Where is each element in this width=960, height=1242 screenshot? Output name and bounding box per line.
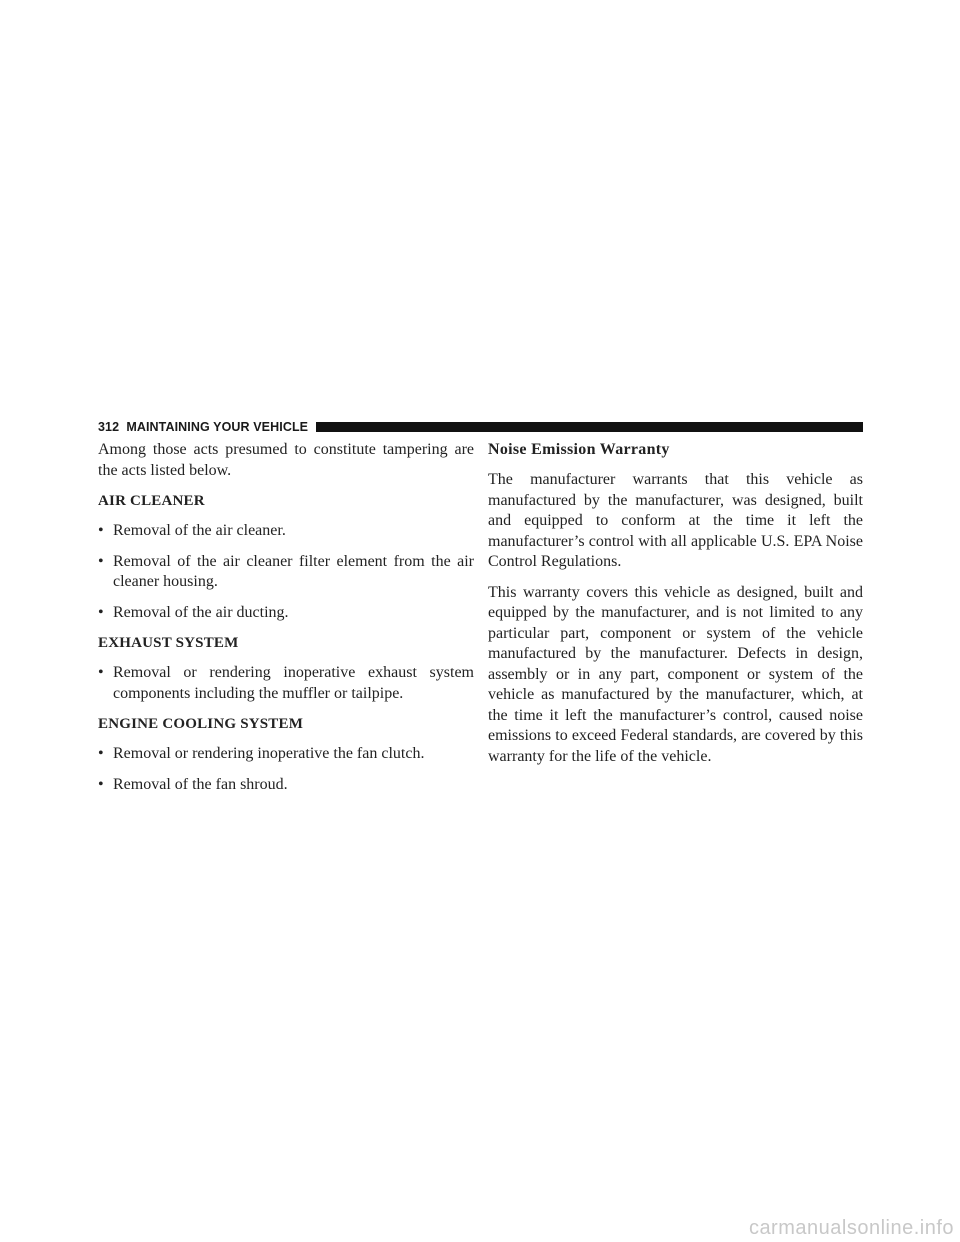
intro-paragraph: Among those acts presumed to constitute tampering are the acts listed below. <box>98 441 474 479</box>
list-item-text: Removal or rendering inoperative exhaust system components including the muffler or tailpipe. <box>113 664 474 702</box>
list-item <box>98 603 474 624</box>
list-item <box>98 552 474 593</box>
list-item-text: Removal of the air ducting. <box>113 603 289 621</box>
section-heading-air-cleaner: AIR CLEANER <box>98 493 205 509</box>
left-column <box>98 440 474 805</box>
bullet-glyph: • <box>98 664 104 681</box>
list-item <box>98 775 474 796</box>
list-item <box>98 663 474 704</box>
warranty-coverage-paragraph: This warranty covers this vehicle as designed, built and equipped by the manufacturer, and is not limited to any particular part, component or system of the vehicle manufactured by the manufacturer. Defects in design, assembly or in any part, component or system of the vehicle as manufactured by the manufacturer, which, at the time it left the manufacturer’s control, caused noise emissions to exceed Federal standards, are covered by this warranty for the life of the vehicle. <box>488 583 863 765</box>
section-heading-exhaust-system: EXHAUST SYSTEM <box>98 635 239 651</box>
watermark: carmanualsonline.info <box>748 1217 954 1239</box>
right-column <box>488 440 863 777</box>
header-rule-bar <box>316 422 863 432</box>
list-item-text: Removal of the fan shroud. <box>113 775 288 793</box>
list-item-text: Removal of the air cleaner. <box>113 522 286 539</box>
bullet-glyph: • <box>98 552 104 570</box>
list-item <box>98 744 474 765</box>
running-header <box>98 417 863 437</box>
section-heading-noise-emission-warranty: Noise Emission Warranty <box>488 441 670 458</box>
page-number: 312 <box>98 420 120 434</box>
list-item-text: Removal or rendering inoperative the fan clutch. <box>113 745 425 762</box>
bullet-glyph: • <box>98 522 104 539</box>
bullet-glyph: • <box>98 775 104 793</box>
section-heading-engine-cooling-system: ENGINE COOLING SYSTEM <box>98 716 304 732</box>
warranty-paragraph: The manufacturer warrants that this vehicle as manufactured by the manufacturer, was designed, built and equipped to conform at the time it left the manufacturer’s control with all applicable U.S. EPA Noise Control Regulations. <box>488 471 863 570</box>
list-item-text: Removal of the air cleaner filter element from the air cleaner housing. <box>113 552 474 590</box>
list-item <box>98 521 474 542</box>
bullet-glyph: • <box>98 603 104 621</box>
header-text <box>98 417 308 437</box>
section-title: MAINTAINING YOUR VEHICLE <box>126 420 309 434</box>
bullet-glyph: • <box>98 745 104 762</box>
